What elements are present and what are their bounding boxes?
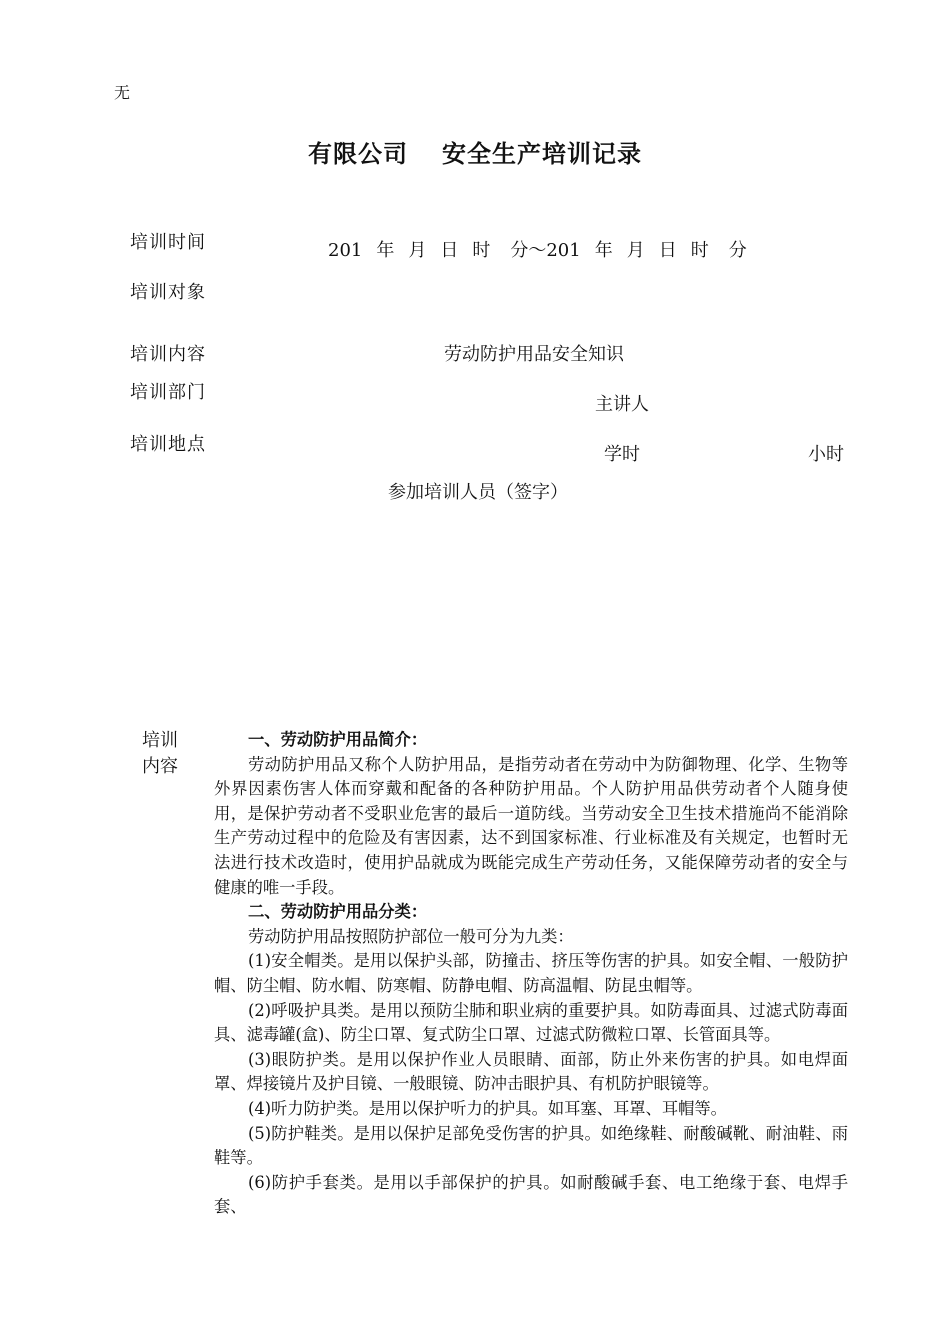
time-part: 时 <box>690 240 709 261</box>
section-paragraph: (2)呼吸护具类。是用以预防尘肺和职业病的重要护具。如防毒面具、过滤式防毒面具、滤毒罐(盒)、防尘口罩、复式防尘口罩、过滤式防微粒口罩、长管面具等。 <box>214 1000 848 1045</box>
time-part: 时 <box>472 240 491 261</box>
training-time-value <box>328 236 761 262</box>
time-part: 月 <box>626 240 645 261</box>
time-part: 201 <box>328 240 363 261</box>
time-part: 月 <box>408 240 427 261</box>
section-paragraph: (4)听力防护类。是用以保护听力的护具。如耳塞、耳罩、耳帽等。 <box>248 1098 727 1118</box>
training-content-label: 培训内容 <box>130 344 206 365</box>
training-content-value: 劳动防护用品安全知识 <box>444 344 624 365</box>
section-paragraph: (1)安全帽类。是用以保护头部，防撞击、挤压等伤害的护具。如安全帽、一般防护帽、防尘帽、防水帽、防寒帽、防静电帽、防高温帽、防昆虫帽等。 <box>214 951 848 995</box>
attendees-label: 参加培训人员（签字） <box>388 482 568 503</box>
hours-unit: 小时 <box>808 444 844 465</box>
section-heading: 二、劳动防护用品分类： <box>248 902 428 922</box>
title-company: 有限公司 <box>308 139 408 168</box>
section-paragraph: 劳动防护用品按照防护部位一般可分为九类： <box>248 926 574 946</box>
page-title <box>0 134 950 169</box>
time-part: 日 <box>440 240 459 261</box>
section-paragraph: (6)防护手套类。是用以手部保护的护具。如耐酸碱手套、电工绝缘于套、电焊手套、 <box>214 1172 848 1217</box>
time-part: 年 <box>376 240 395 261</box>
section-paragraph: 劳动防护用品又称个人防护用品，是指劳动者在劳动中为防御物理、化学、生物等外界因素伤害人体而穿戴和配备的各种防护用品。个人防护用品供劳动者个人随身使用，是保护劳动者不受职业危害的最后一道防线。当劳动安全卫生技术措施尚不能消除生产劳动过程中的危险及有害因素，达不到国家标准、行业标准及有关规定，也暂时无法进行技术改造时，使用护品就成为既能完成生产劳动任务，又能保障劳动者的安全与健康的唯一手段。 <box>214 754 848 897</box>
section-label: 培训内容 <box>142 730 178 777</box>
title-record: 安全生产培训记录 <box>442 139 642 168</box>
time-part: 分～201 <box>510 240 581 261</box>
section-paragraph: (3)眼防护类。是用以保护作业人员眼睛、面部，防止外来伤害的护具。如电焊面罩、焊接镜片及护目镜、一般眼镜、防冲击眼护具、有机防护眼镜等。 <box>214 1049 848 1094</box>
time-part: 日 <box>658 240 677 261</box>
section-body <box>214 728 848 1220</box>
corner-mark: 无 <box>114 83 131 102</box>
time-part: 年 <box>594 240 613 261</box>
training-target-label: 培训对象 <box>130 282 206 303</box>
lecturer-label: 主讲人 <box>595 394 649 415</box>
section-paragraph: (5)防护鞋类。是用以保护足部免受伤害的护具。如绝缘鞋、耐酸碱靴、耐油鞋、雨鞋等。 <box>214 1123 848 1168</box>
training-time-label: 培训时间 <box>130 232 206 253</box>
hours-label: 学时 <box>604 444 640 465</box>
training-dept-label: 培训部门 <box>130 382 206 403</box>
section-heading: 一、劳动防护用品简介： <box>248 730 428 749</box>
time-part: 分 <box>728 240 747 261</box>
training-location-label: 培训地点 <box>130 434 206 455</box>
